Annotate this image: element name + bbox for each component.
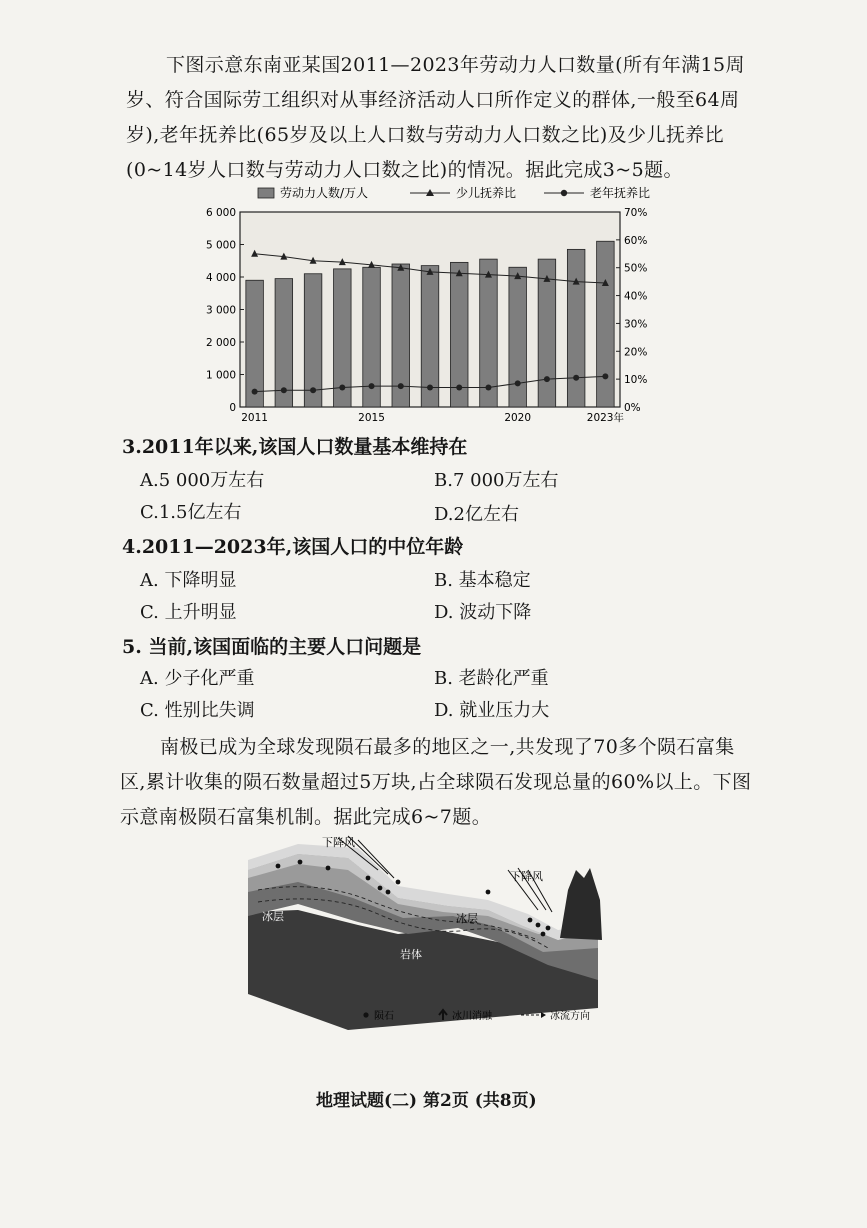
elder-dependency-point-2012 bbox=[281, 387, 287, 393]
elder-dependency-point-2018 bbox=[456, 385, 462, 391]
right-tick-label: 10% bbox=[624, 374, 648, 387]
right-tick-label: 30% bbox=[624, 318, 648, 331]
page-footer: 地理试题(二) 第2页 (共8页) bbox=[316, 1091, 537, 1111]
legend-child-label: 少儿抚养比 bbox=[456, 186, 517, 200]
question-4-option-a[interactable]: A. 下降明显 bbox=[140, 570, 237, 591]
x-tick-label: 2020 bbox=[504, 412, 532, 424]
legend-flow-arrow-icon bbox=[541, 1012, 546, 1018]
elder-dependency-point-2015 bbox=[369, 383, 375, 389]
labor-bar-2013 bbox=[304, 274, 322, 407]
labor-bar-2023 bbox=[597, 241, 615, 407]
mountain bbox=[560, 868, 602, 940]
label-ice-1: 冰层 bbox=[262, 910, 284, 923]
elder-dependency-point-2014 bbox=[339, 385, 345, 391]
legend-meteorite: 陨石 bbox=[374, 1011, 394, 1022]
meteorite-enrichment-diagram bbox=[238, 830, 618, 1050]
labor-bar-2011 bbox=[246, 280, 264, 407]
right-tick-label: 60% bbox=[624, 234, 648, 247]
elder-dependency-point-2019 bbox=[485, 385, 491, 391]
left-tick-label: 0 bbox=[229, 402, 236, 414]
question-3-option-a[interactable]: A.5 000万左右 bbox=[140, 470, 265, 491]
question-5-option-d[interactable]: D. 就业压力大 bbox=[434, 700, 550, 721]
right-tick-label: 50% bbox=[624, 262, 648, 275]
elder-dependency-point-2013 bbox=[310, 387, 316, 393]
question-4-option-c[interactable]: C. 上升明显 bbox=[140, 602, 237, 623]
intro-paragraph-2: 南极已成为全球发现陨石最多的地区之一,共发现了70多个陨石富集区,累计收集的陨石数量超过5万块,占全球陨石发现总量的60%以上。下图示意南极陨石富集机制。据此完成6~7题。 bbox=[120, 736, 752, 828]
question-5-option-b[interactable]: B. 老龄化严重 bbox=[434, 668, 549, 689]
legend-bar-swatch bbox=[258, 188, 274, 198]
x-tick-label: 2023年 bbox=[586, 412, 625, 424]
label-wind-2: 下降风 bbox=[510, 870, 543, 883]
elder-dependency-point-2011 bbox=[252, 389, 258, 395]
right-tick-label: 40% bbox=[624, 290, 648, 303]
question-4-option-b[interactable]: B. 基本稳定 bbox=[434, 570, 531, 591]
left-tick-label: 1 000 bbox=[205, 369, 236, 382]
labor-bar-2022 bbox=[567, 249, 585, 407]
left-tick-label: 4 000 bbox=[205, 272, 236, 284]
elder-dependency-point-2020 bbox=[515, 380, 521, 386]
question-4-stem: 4.2011—2023年,该国人口的中位年龄 bbox=[122, 536, 464, 558]
legend-meteorite-icon bbox=[363, 1012, 368, 1017]
question-3-stem: 3.2011年以来,该国人口数量基本维持在 bbox=[122, 436, 468, 458]
labor-dependency-chart bbox=[200, 180, 670, 430]
label-rock: 岩体 bbox=[400, 948, 422, 961]
chart-legend bbox=[258, 185, 650, 200]
left-tick-label: 5 000 bbox=[205, 239, 236, 252]
elder-dependency-point-2023 bbox=[602, 373, 608, 379]
question-3-option-d[interactable]: D.2亿左右 bbox=[434, 504, 519, 525]
question-5-option-c[interactable]: C. 性别比失调 bbox=[140, 700, 255, 721]
left-tick-label: 2 000 bbox=[205, 337, 236, 349]
left-tick-label: 3 000 bbox=[205, 304, 236, 317]
legend-circle-marker bbox=[561, 190, 567, 196]
right-tick-label: 70% bbox=[624, 207, 648, 219]
question-5-option-a[interactable]: A. 少子化严重 bbox=[140, 668, 255, 689]
question-5-stem: 5. 当前,该国面临的主要人口问题是 bbox=[122, 636, 422, 658]
legend-elder-label: 老年抚养比 bbox=[590, 186, 651, 200]
x-tick-label: 2015 bbox=[358, 412, 385, 424]
question-3-option-c[interactable]: C.1.5亿左右 bbox=[140, 502, 242, 523]
question-4-option-d[interactable]: D. 波动下降 bbox=[434, 602, 532, 623]
x-tick-label: 2011 bbox=[241, 412, 268, 424]
elder-dependency-point-2016 bbox=[398, 383, 404, 389]
elder-dependency-point-2021 bbox=[544, 376, 550, 382]
legend-flow: 冰流方向 bbox=[550, 1011, 590, 1022]
intro-paragraph-1: 下图示意东南亚某国2011—2023年劳动力人口数量(所有年满15周岁、符合国际劳工组织对从事经济活动人口所作定义的群体,一般至64周岁),老年抚养比(65岁及以上人口数与劳动力人口数之比)及少儿抚养比(0~14岁人口数与劳动力人口数之比)的情况。据此完成3~5题。 bbox=[126, 54, 745, 181]
question-3-option-b[interactable]: B.7 000万左右 bbox=[434, 470, 559, 491]
legend-bar-label: 劳动力人数/万人 bbox=[280, 186, 369, 200]
right-tick-label: 20% bbox=[624, 346, 648, 359]
label-wind-1: 下降风 bbox=[322, 836, 355, 849]
right-tick-label: 0% bbox=[624, 402, 641, 414]
label-ice-2: 冰层 bbox=[456, 912, 478, 925]
legend-melt: 冰川消融 bbox=[452, 1011, 492, 1022]
elder-dependency-point-2022 bbox=[573, 375, 579, 381]
left-tick-label: 6 000 bbox=[205, 207, 236, 219]
elder-dependency-point-2017 bbox=[427, 385, 433, 391]
